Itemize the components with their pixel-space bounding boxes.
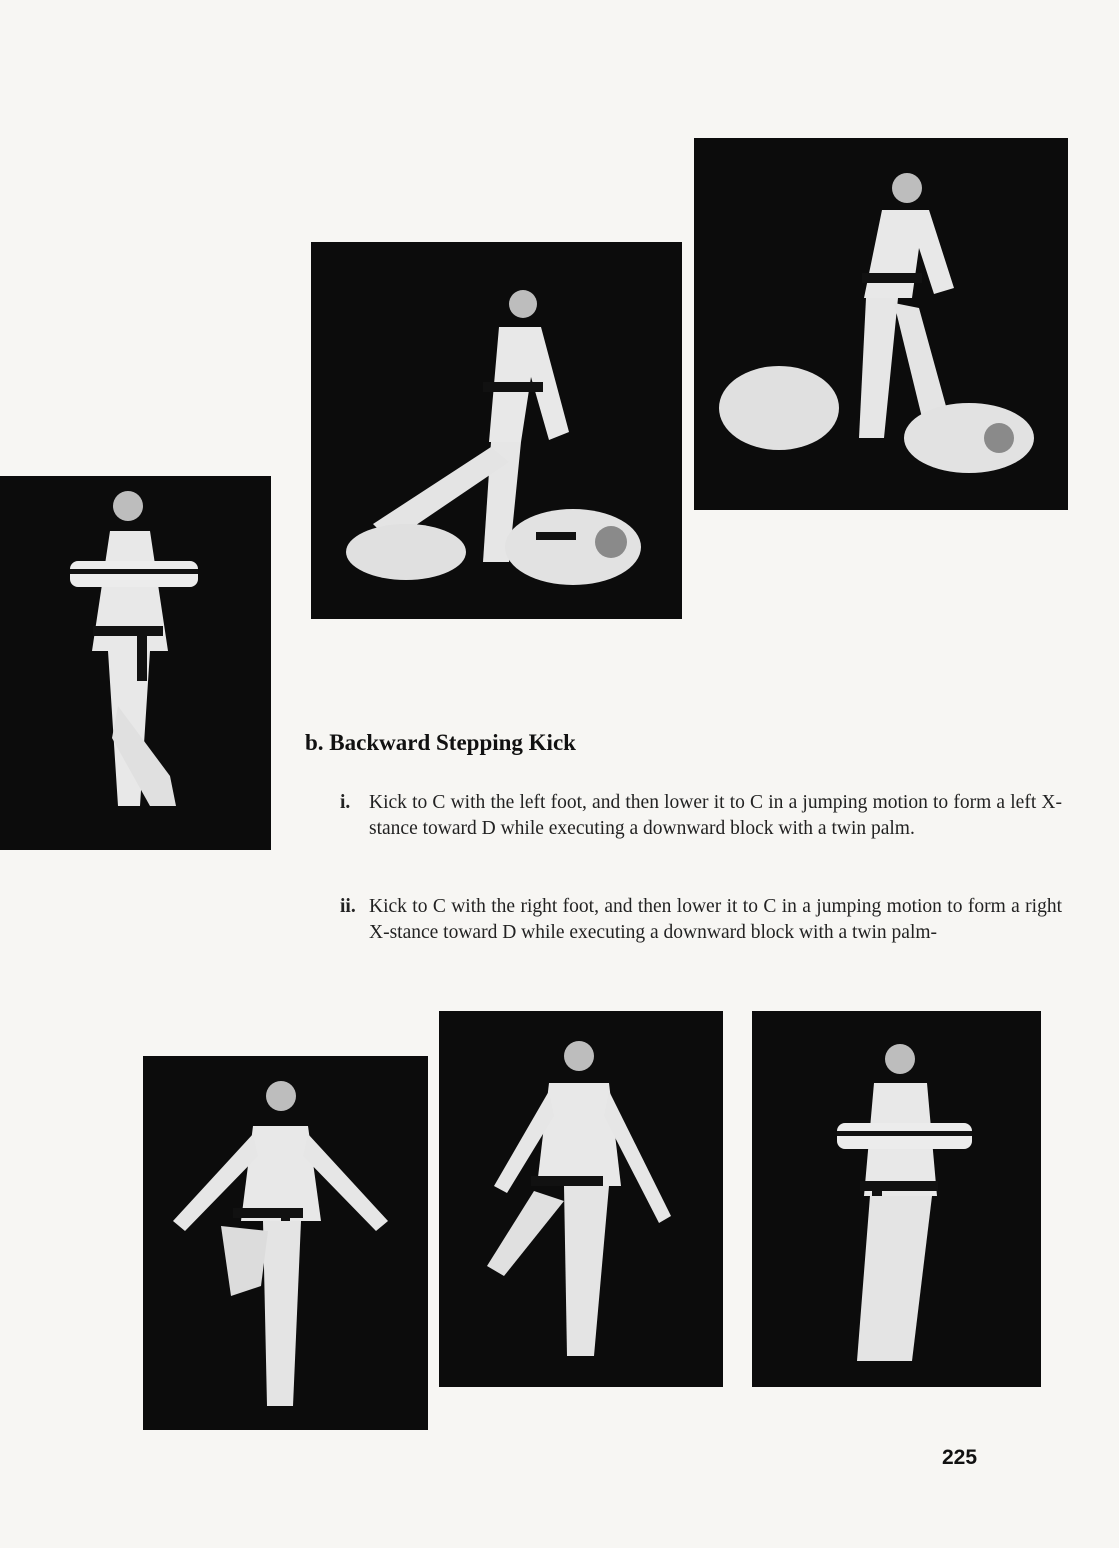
photo-x-stance-twin-palm-left <box>0 476 271 850</box>
figure-illustration <box>694 138 1068 510</box>
photo-x-stance-twin-palm-right <box>752 1011 1041 1387</box>
step-item-1 <box>340 790 1062 842</box>
figure-illustration <box>0 476 271 850</box>
photo-backward-kick-step-1 <box>311 242 682 619</box>
step-text: Kick to C with the left foot, and then lower it to C in a jumping motion to form a left X-stance toward D while executing a downward block with a twin palm. <box>369 792 1062 839</box>
photo-backward-kick-step-2 <box>694 138 1068 510</box>
step-text: Kick to C with the right foot, and then lower it to C in a jumping motion to form a right X-stance toward D while executing a downward block with a twin palm- <box>369 896 1062 943</box>
step-numeral: ii. <box>340 896 356 917</box>
section-title: b. Backward Stepping Kick <box>305 730 576 755</box>
step-numeral: i. <box>340 792 351 813</box>
step-item-2 <box>340 894 1062 946</box>
page-number: 225 <box>942 1446 978 1469</box>
figure-illustration <box>311 242 682 619</box>
figure-illustration <box>143 1056 428 1430</box>
photo-kick-chamber <box>439 1011 723 1387</box>
figure-illustration <box>752 1011 1041 1387</box>
photo-knee-raise <box>143 1056 428 1430</box>
figure-illustration <box>439 1011 723 1387</box>
